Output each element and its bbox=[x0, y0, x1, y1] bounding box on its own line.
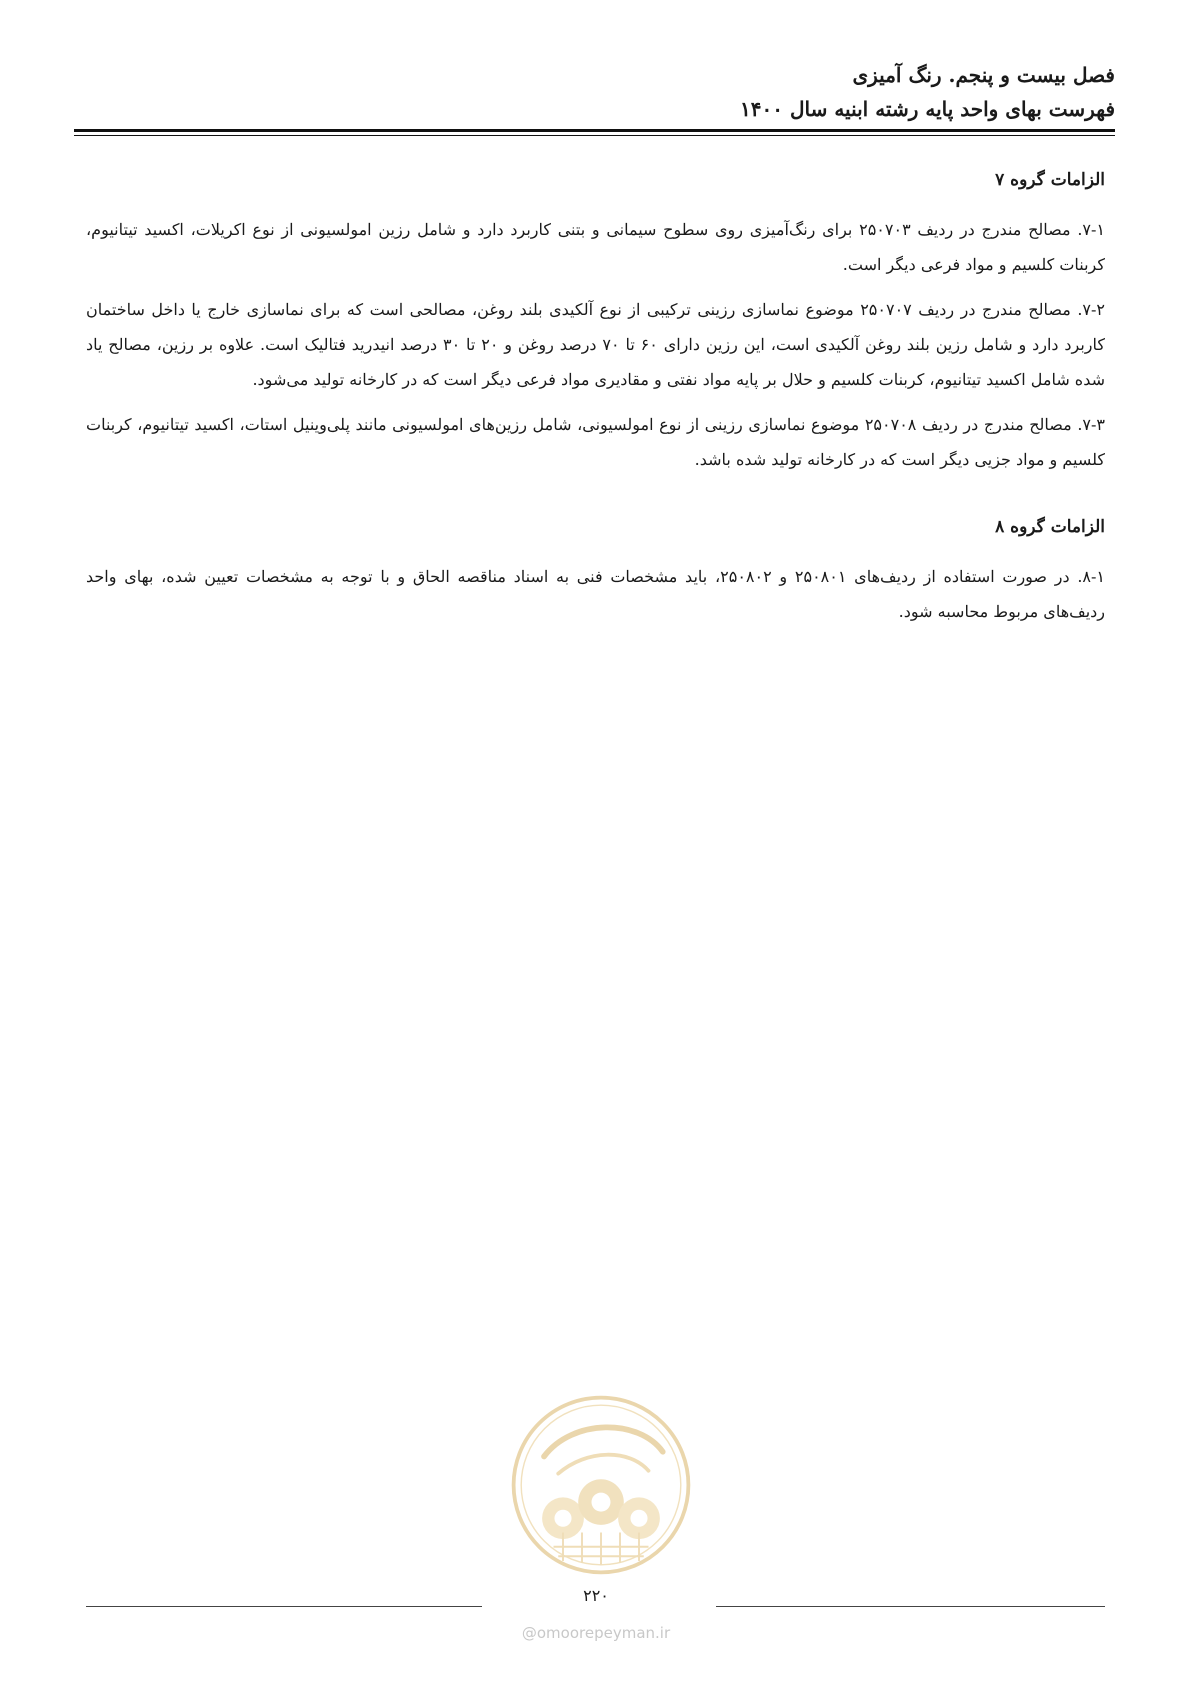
chapter-title: فصل بیست و پنجم. رنگ آمیزی bbox=[852, 63, 1115, 87]
group-7-title: الزامات گروه ۷ bbox=[995, 170, 1105, 190]
paragraph-7-3: ۷-۳. مصالح مندرج در ردیف ۲۵۰۷۰۸ موضوع نماسازی رزینی از نوع امولسیونی، شامل رزین‌های امولسیونی مانند پلی‌وینیل استات، اکسید تیتانیوم، کربنات کلسیم و مواد جزیی دیگر است که در کارخانه تولید شده باشد. bbox=[86, 415, 1106, 469]
group-7-section bbox=[86, 166, 1105, 477]
footer-rule-left bbox=[86, 1606, 482, 1607]
main-content bbox=[86, 166, 1105, 639]
group-8-section bbox=[86, 513, 1105, 629]
paragraph-7-2: ۷-۲. مصالح مندرج در ردیف ۲۵۰۷۰۷ موضوع نماسازی رزینی ترکیبی از نوع آلکیدی بلند روغن، مصالحی است که برای نماسازی خارج یا داخل ساختمان کاربرد دارد و شامل رزین بلند روغن آلکیدی است، این رزین دارای ۶۰ تا ۷۰ درصد روغن و ۲۰ تا ۳۰ درصد انیدرید فتالیک است. علاوه بر رزین، مصالح یاد شده شامل اکسید تیتانیوم، کربنات کلسیم و حلال بر پایه مواد نفتی و مقادیری مواد فرعی دیگر است که در کارخانه تولید می‌شود. bbox=[86, 300, 1106, 389]
paragraph-7-1: ۷-۱. مصالح مندرج در ردیف ۲۵۰۷۰۳ برای رنگ‌آمیزی روی سطوح سیمانی و بتنی کاربرد دارد و شامل رزین امولسیونی از نوع اکریلات، اکسید تیتانیوم، کربنات کلسیم و مواد فرعی دیگر است. bbox=[86, 220, 1106, 274]
header-rule-thick bbox=[74, 129, 1115, 132]
page-number: ۲۲۰ bbox=[583, 1586, 609, 1605]
group-8-title: الزامات گروه ۸ bbox=[995, 517, 1105, 537]
page-header bbox=[74, 58, 1115, 126]
document-title: فهرست بهای واحد پایه رشته ابنیه سال ۱۴۰۰ bbox=[740, 97, 1115, 121]
footer-rule-right bbox=[716, 1606, 1105, 1607]
website-watermark: @omoorepeyman.ir bbox=[521, 1624, 671, 1642]
paragraph-8-1: ۸-۱. در صورت استفاده از ردیف‌های ۲۵۰۸۰۱ و ۲۵۰۸۰۲، باید مشخصات فنی به اسناد مناقصه الحاق و با توجه به مشخصات تعیین شده، بهای واحد ردیف‌های مربوط محاسبه شود. bbox=[86, 567, 1106, 621]
seal-logo-icon bbox=[506, 1390, 696, 1580]
header-rule-thin bbox=[74, 135, 1115, 136]
